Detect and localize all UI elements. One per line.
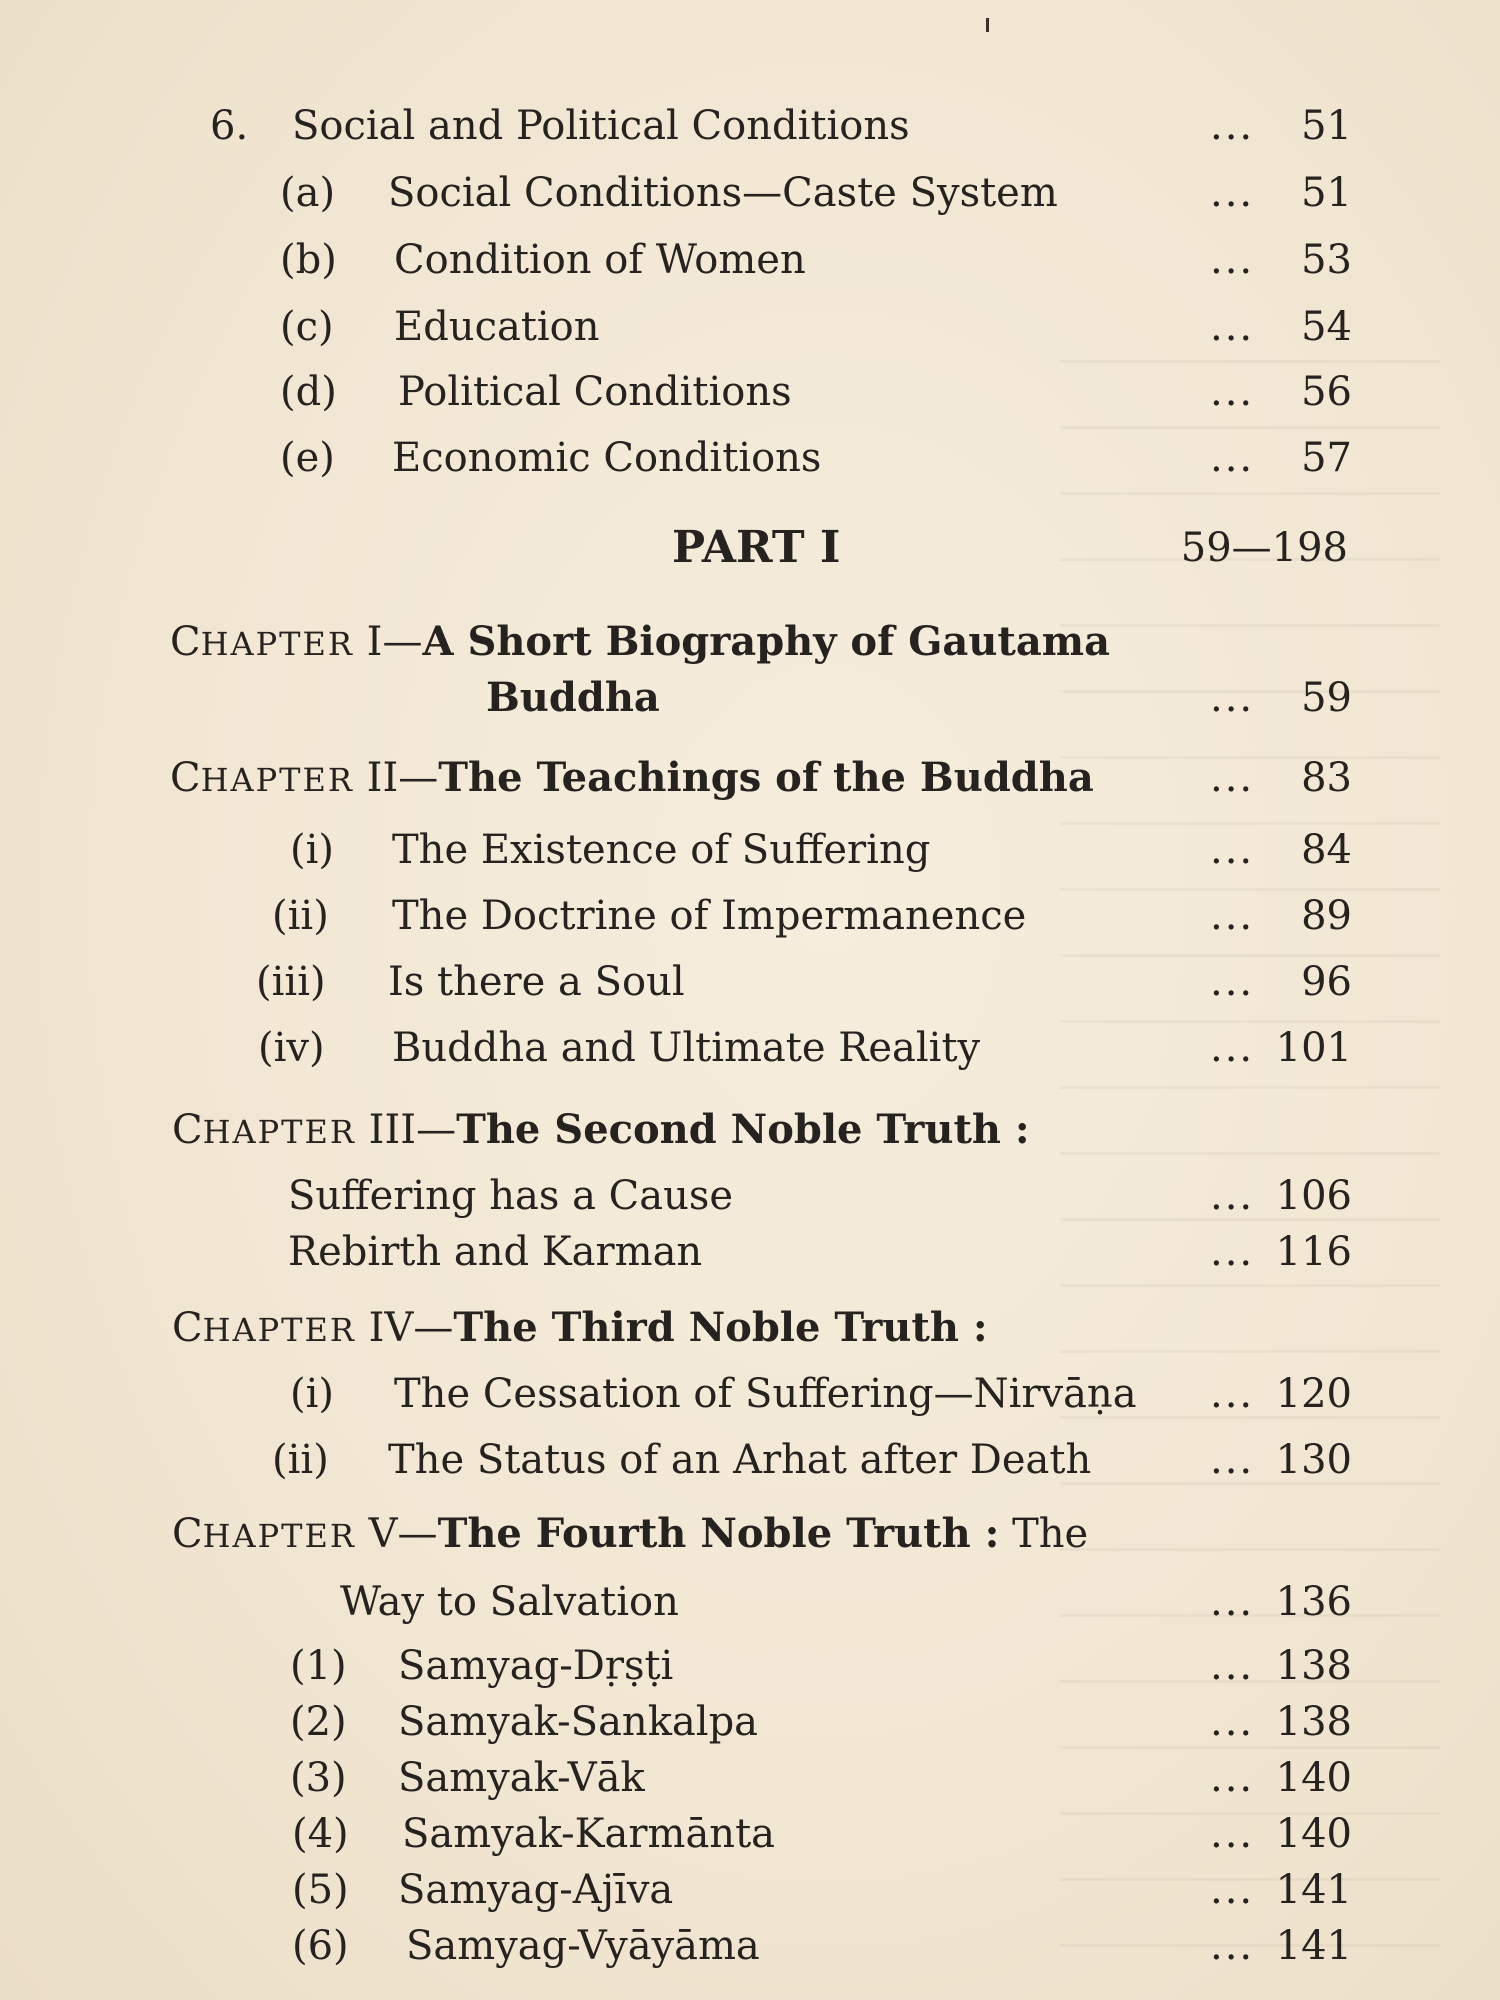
chapter-numeral: V— xyxy=(368,1511,438,1557)
chapter-label-rest: HAPTER xyxy=(202,1517,356,1555)
leader-dots: ... xyxy=(1210,1229,1255,1275)
entry-number: (i) xyxy=(290,827,335,873)
leader-dots: ... xyxy=(1210,893,1255,939)
entry-number: (i) xyxy=(290,1371,335,1417)
page-number: 140 xyxy=(1275,1755,1352,1801)
toc-entry-6c xyxy=(0,297,1500,357)
entry-title: Samyag-Dṛṣṭi xyxy=(398,1643,674,1689)
entry-number: 6. xyxy=(210,103,249,149)
entry-title: Economic Conditions xyxy=(392,435,822,481)
chapter-numeral: I— xyxy=(366,619,423,665)
leader-dots: ... xyxy=(1210,1173,1255,1219)
chapter-label-rest: HAPTER xyxy=(202,1311,356,1349)
entry-title: Samyag-Vyāyāma xyxy=(406,1923,760,1969)
chapter-label-initial: C xyxy=(170,755,201,801)
entry-title: Social and Political Conditions xyxy=(292,103,910,149)
leader-dots: ... xyxy=(1210,827,1255,873)
leader-dots: ... xyxy=(1210,1437,1255,1483)
chapter-5-heading xyxy=(0,1504,1500,1564)
entry-number: (b) xyxy=(280,237,337,283)
page-number: 84 xyxy=(1301,827,1352,873)
chapter-label-initial: C xyxy=(172,1107,203,1153)
leader-dots: ... xyxy=(1210,369,1255,415)
toc-entry-4i xyxy=(0,1364,1500,1424)
entry-number: (a) xyxy=(280,170,336,216)
toc-entry-6e xyxy=(0,428,1500,488)
page-number: 101 xyxy=(1275,1025,1352,1071)
toc-entry-2iii xyxy=(0,952,1500,1012)
entry-title: Rebirth and Karman xyxy=(288,1229,703,1275)
page-number: 138 xyxy=(1275,1643,1352,1689)
leader-dots: ... xyxy=(1210,1755,1255,1801)
page-number: 138 xyxy=(1275,1699,1352,1745)
toc-entry-5-4 xyxy=(0,1804,1500,1864)
toc-entry-2ii xyxy=(0,886,1500,946)
page-number: 51 xyxy=(1301,170,1352,216)
leader-dots: ... xyxy=(1210,1025,1255,1071)
page-number: 96 xyxy=(1301,959,1352,1005)
part-heading xyxy=(0,518,1500,578)
page-number: 141 xyxy=(1275,1923,1352,1969)
toc-entry-5-3 xyxy=(0,1748,1500,1808)
toc-entry-6 xyxy=(0,96,1500,156)
entry-number: (e) xyxy=(280,435,335,481)
leader-dots: ... xyxy=(1210,675,1255,721)
chapter-title: A Short Biography of Gautama xyxy=(422,618,1111,665)
page-number: 120 xyxy=(1275,1371,1352,1417)
chapter-5-heading-line2 xyxy=(0,1572,1500,1632)
chapter-label-initial: C xyxy=(170,619,201,665)
chapter-numeral: III— xyxy=(368,1107,457,1153)
entry-number: (1) xyxy=(290,1643,347,1689)
entry-title: Samyak-Sankalpa xyxy=(398,1699,759,1745)
ink-mark xyxy=(986,18,989,32)
chapter-label-rest: HAPTER xyxy=(200,761,354,799)
page-number: 53 xyxy=(1301,237,1352,283)
page-number: 59 xyxy=(1301,675,1352,721)
chapter-title: The Teachings of the Buddha xyxy=(438,754,1094,801)
entry-title: The Doctrine of Impermanence xyxy=(392,893,1027,939)
entry-title: Samyak-Vāk xyxy=(398,1755,645,1801)
toc-entry-5-1 xyxy=(0,1636,1500,1696)
entry-title: Buddha and Ultimate Reality xyxy=(392,1025,981,1071)
chapter-title: The Second Noble Truth : xyxy=(456,1106,1030,1153)
chapter-2-heading xyxy=(0,748,1500,808)
chapter-3-heading xyxy=(0,1100,1500,1160)
entry-title: Social Conditions—Caste System xyxy=(388,170,1058,216)
chapter-label xyxy=(170,612,1110,674)
chapter-title-continued: Way to Salvation xyxy=(340,1579,679,1625)
leader-dots: ... xyxy=(1210,1371,1255,1417)
toc-entry-5-5 xyxy=(0,1860,1500,1920)
part-title: PART I xyxy=(672,522,841,573)
chapter-label-rest: HAPTER xyxy=(202,1113,356,1151)
page-number: 51 xyxy=(1301,103,1352,149)
entry-title: Samyak-Karmānta xyxy=(402,1811,775,1857)
leader-dots: ... xyxy=(1210,237,1255,283)
chapter-label xyxy=(172,1100,1030,1162)
page-number: 116 xyxy=(1275,1229,1352,1275)
toc-entry-2iv xyxy=(0,1018,1500,1078)
entry-number: (5) xyxy=(292,1867,349,1913)
chapter-1-heading xyxy=(0,612,1500,672)
leader-dots: ... xyxy=(1210,435,1255,481)
entry-title: Is there a Soul xyxy=(388,959,685,1005)
chapter-1-heading-line2 xyxy=(0,668,1500,728)
leader-dots: ... xyxy=(1210,1811,1255,1857)
leader-dots: ... xyxy=(1210,304,1255,350)
chapter-label-initial: C xyxy=(172,1305,203,1351)
entry-number: (ii) xyxy=(272,1437,329,1483)
page-number: 140 xyxy=(1275,1811,1352,1857)
page-number: 136 xyxy=(1275,1579,1352,1625)
chapter-title: The Fourth Noble Truth : xyxy=(437,1510,1000,1557)
entry-title: Education xyxy=(394,304,600,350)
entry-number: (4) xyxy=(292,1811,349,1857)
toc-entry-2i xyxy=(0,820,1500,880)
chapter-numeral: IV— xyxy=(368,1305,454,1351)
chapter-title-tail: The xyxy=(1012,1511,1089,1557)
leader-dots: ... xyxy=(1210,959,1255,1005)
entry-title: The Existence of Suffering xyxy=(392,827,931,873)
toc-entry-4ii xyxy=(0,1430,1500,1490)
entry-number: (d) xyxy=(280,369,337,415)
toc-entry-3b xyxy=(0,1222,1500,1282)
entry-number: (6) xyxy=(292,1923,349,1969)
entry-number: (c) xyxy=(280,304,334,350)
chapter-label-rest: HAPTER xyxy=(200,625,354,663)
leader-dots: ... xyxy=(1210,1699,1255,1745)
leader-dots: ... xyxy=(1210,1867,1255,1913)
leader-dots: ... xyxy=(1210,1923,1255,1969)
toc-entry-6a xyxy=(0,163,1500,223)
page-number: 56 xyxy=(1301,369,1352,415)
toc-entry-6b xyxy=(0,230,1500,290)
page-number: 130 xyxy=(1275,1437,1352,1483)
entry-number: (2) xyxy=(290,1699,347,1745)
toc-entry-6d xyxy=(0,362,1500,422)
page-number: 106 xyxy=(1275,1173,1352,1219)
leader-dots: ... xyxy=(1210,1643,1255,1689)
leader-dots: ... xyxy=(1210,103,1255,149)
page-number: 57 xyxy=(1301,435,1352,481)
part-page-range: 59—198 xyxy=(1180,525,1348,571)
page-number: 141 xyxy=(1275,1867,1352,1913)
entry-number: (iii) xyxy=(256,959,326,1005)
entry-number: (ii) xyxy=(272,893,329,939)
chapter-label xyxy=(172,1504,1088,1566)
leader-dots: ... xyxy=(1210,170,1255,216)
page-number: 83 xyxy=(1301,755,1352,801)
entry-title: Suffering has a Cause xyxy=(288,1173,734,1219)
chapter-label-initial: C xyxy=(172,1511,203,1557)
entry-title: Condition of Women xyxy=(394,237,806,283)
toc-entry-5-6 xyxy=(0,1916,1500,1976)
chapter-label xyxy=(170,748,1094,810)
toc-entry-5-2 xyxy=(0,1692,1500,1752)
entry-title: Samyag-Ajīva xyxy=(398,1867,674,1913)
page-number: 54 xyxy=(1301,304,1352,350)
leader-dots: ... xyxy=(1210,1579,1255,1625)
chapter-title: The Third Noble Truth : xyxy=(453,1304,988,1351)
chapter-title-continued: Buddha xyxy=(486,674,660,721)
leader-dots: ... xyxy=(1210,755,1255,801)
chapter-numeral: II— xyxy=(366,755,439,801)
page-number: 89 xyxy=(1301,893,1352,939)
toc-entry-3a xyxy=(0,1166,1500,1226)
chapter-4-heading xyxy=(0,1298,1500,1358)
entry-title: Political Conditions xyxy=(398,369,792,415)
entry-title: The Cessation of Suffering—Nirvāṇa xyxy=(394,1371,1137,1417)
entry-number: (3) xyxy=(290,1755,347,1801)
entry-number: (iv) xyxy=(258,1025,325,1071)
chapter-label xyxy=(172,1298,988,1360)
entry-title: The Status of an Arhat after Death xyxy=(388,1437,1092,1483)
